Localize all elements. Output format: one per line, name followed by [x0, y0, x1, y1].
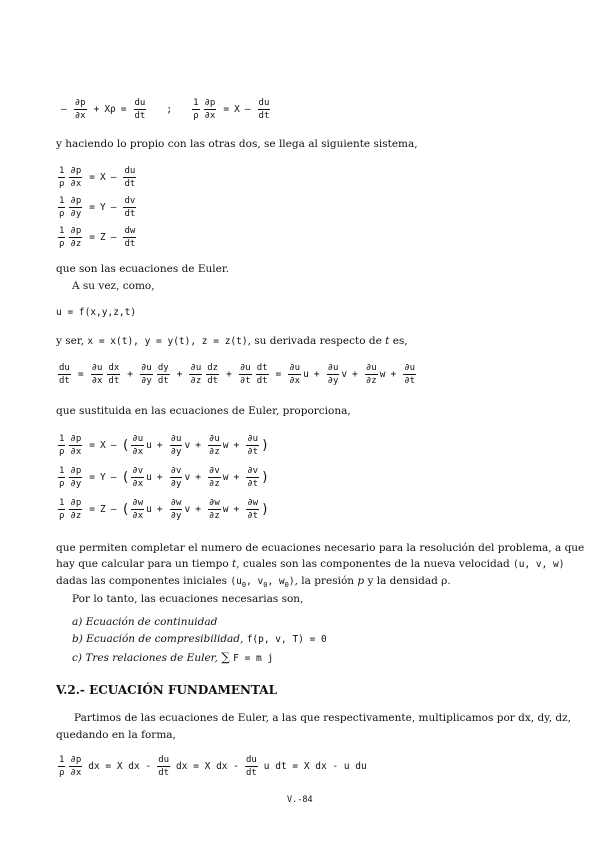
page-number: V.-84 — [287, 795, 313, 805]
fraction: $\frac{du}{dt}$ — [134, 98, 146, 121]
paragraph-7: Por lo tanto, las ecuaciones necesarias son, — [72, 593, 304, 605]
fraction: $\frac{1}{\rho}$ — [193, 98, 199, 121]
system2-row-z: $\frac{1}{\rho}$ $\frac{\partial p}{\partial z}$ = Z – ( $\frac{\partial w}{\partial x}$ u + $\frac{\partial w}{\partial y}$ v + $\frac{\partial w}{\partial z}$ w + $\frac{\partial w}{\partial t}$ ) — [59, 497, 269, 521]
paragraph-6: que permiten completar el numero de ecuaciones necesario para la resolución del problema, a que hay que calcular para un tiempo t, cuales son las componentes de la nueva velocidad (u, v, w) dadas las componentes iniciales ($u_0$, $v_0$, $w_0$), la presión p y la densidad ρ. — [56, 542, 585, 590]
equation-system-2 — [56, 429, 269, 525]
list-item-c: c) Tres relaciones de Euler, ∑ F = m j — [72, 650, 274, 664]
system1-row-x: $\frac{1}{\rho}$ $\frac{\partial p}{\partial x}$ = X – $\frac{du}{dt}$ — [59, 165, 136, 189]
system2-row-x: $\frac{1}{\rho}$ $\frac{\partial p}{\partial x}$ = X – ( $\frac{\partial u}{\partial x}$ u + $\frac{\partial u}{\partial y}$ v + $\frac{\partial u}{\partial z}$ w + $\frac{\partial u}{\partial t}$ ) — [59, 433, 269, 457]
equation-derivative: $\frac{du}{dt}$ = $\frac{\partial u}{\partial x}$ $\frac{dx}{dt}$ + $\frac{\partial u}{\partial y}$ $\frac{dy}{dt}$ + $\frac{\partial u}{\partial z}$ $\frac{dz}{dt}$ + $\frac{\partial u}{\partial t}$ $\frac{dt}{dt}$ = $\frac{\partial u}{\partial x}$ u + $\frac{\partial u}{\partial y}$ v + $\frac{\partial u}{\partial z}$ w + $\frac{\partial u}{\partial t}$ — [59, 363, 416, 386]
system1-row-y: $\frac{1}{\rho}$ $\frac{\partial p}{\partial y}$ = Y – $\frac{dv}{dt}$ — [59, 195, 136, 219]
equation-u: u = f(x,y,z,t) — [56, 307, 137, 318]
fraction: $\frac{\partial p}{\partial x}$ — [74, 98, 86, 121]
fraction: $\frac{\partial p}{\partial x}$ — [204, 98, 216, 121]
equation-final: $\frac{1}{\rho}$ $\frac{\partial p}{\partial x}$ dx = X dx - $\frac{du}{dt}$ dx = X dx - $\frac{du}{dt}$ u dt = X dx - u du — [59, 755, 367, 778]
equation-top: – $\frac{\partial p}{\partial x}$ + Xρ = $\frac{du}{dt}$ ; $\frac{1}{\rho}$ $\frac{\partial p}{\partial x}$ = X – $\frac{du}{dt}$ — [61, 98, 270, 121]
list-item-b: b) Ecuación de compresibilidad, f(p, v, T) = 0 — [72, 633, 327, 645]
system1-row-z: $\frac{1}{\rho}$ $\frac{\partial p}{\partial z}$ = Z – $\frac{dw}{dt}$ — [59, 225, 136, 249]
paragraph-4: y ser, x = x(t), y = y(t), z = z(t), su derivada respecto de t es, — [56, 335, 408, 347]
list-item-a: a) Ecuación de continuidad — [72, 616, 218, 628]
section-heading: V.2.- ECUACIÓN FUNDAMENTAL — [56, 683, 278, 697]
equation-system-1 — [56, 162, 138, 252]
paragraph-3: A su vez, como, — [72, 280, 155, 292]
system2-row-y: $\frac{1}{\rho}$ $\frac{\partial p}{\partial y}$ = Y – ( $\frac{\partial v}{\partial x}$ u + $\frac{\partial v}{\partial y}$ v + $\frac{\partial v}{\partial z}$ w + $\frac{\partial v}{\partial t}$ ) — [59, 465, 269, 489]
paragraph-8: Partimos de las ecuaciones de Euler, a las que respectivamente, multiplicamos por dx, dy, dz, quedando en la forma, — [56, 712, 571, 741]
paragraph-2: que son las ecuaciones de Euler. — [56, 263, 230, 275]
paragraph-1: y haciendo lo propio con las otras dos, se llega al siguiente sistema, — [56, 138, 418, 150]
fraction: $\frac{du}{dt}$ — [258, 98, 270, 121]
paragraph-5: que sustituida en las ecuaciones de Euler, proporciona, — [56, 405, 351, 417]
